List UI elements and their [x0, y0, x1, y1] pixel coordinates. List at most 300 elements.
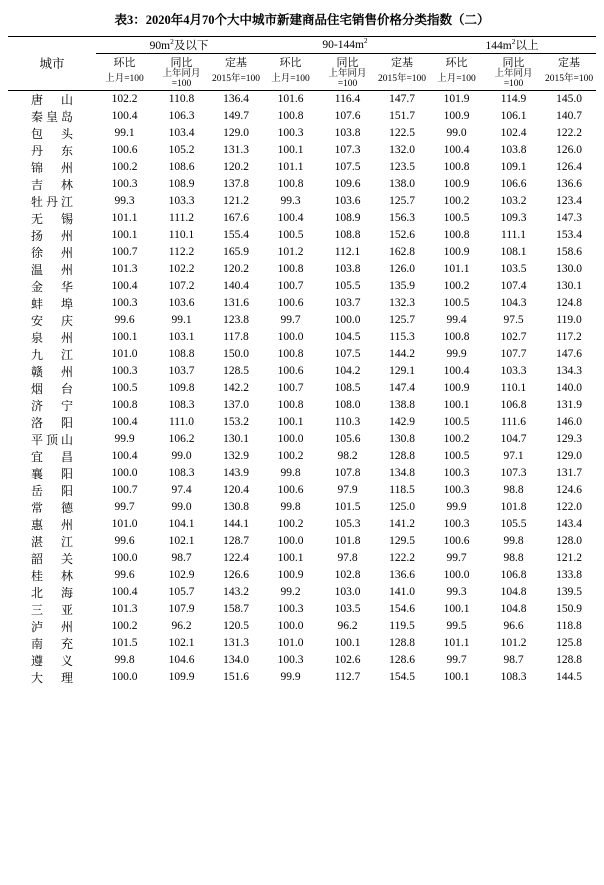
- row-value: 125.7: [389, 195, 415, 208]
- row-value: 151.7: [389, 110, 415, 123]
- row-value: 100.1: [277, 416, 304, 429]
- table-row: [8, 346, 596, 363]
- row-value: 110.1: [500, 382, 527, 395]
- row-value: 132.9: [223, 450, 249, 463]
- row-value: 122.0: [556, 501, 582, 514]
- row-value: 99.7: [446, 654, 467, 667]
- row-value: 99.7: [446, 552, 467, 565]
- row-value: 167.6: [223, 212, 249, 225]
- row-value: 143.2: [223, 586, 249, 599]
- row-value: 125.7: [389, 314, 415, 327]
- row-value: 126.0: [556, 144, 582, 157]
- header-base-g1-c2: 上年同月=100: [153, 70, 210, 90]
- row-value: 100.8: [277, 263, 304, 276]
- row-value: 104.7: [500, 433, 527, 446]
- row-value: 100.8: [443, 331, 470, 344]
- row-city: 金 华: [30, 279, 76, 294]
- row-value: 99.8: [280, 501, 301, 514]
- row-value: 100.1: [443, 671, 470, 684]
- table-row: [8, 210, 596, 227]
- row-city: 湛 江: [30, 534, 76, 549]
- row-value: 109.3: [500, 212, 527, 225]
- row-value: 98.7: [171, 552, 192, 565]
- header-sub-g1-c1: 环比: [113, 57, 136, 69]
- row-value: 144.1: [223, 518, 249, 531]
- row-value: 104.2: [334, 365, 361, 378]
- row-value: 99.9: [280, 671, 301, 684]
- row-value: 142.9: [389, 416, 415, 429]
- row-value: 107.3: [500, 467, 527, 480]
- row-value: 121.2: [223, 195, 249, 208]
- row-value: 165.9: [223, 246, 249, 259]
- row-value: 133.8: [556, 569, 582, 582]
- row-value: 111.2: [168, 212, 195, 225]
- table-row: [8, 142, 596, 159]
- row-value: 100.7: [111, 246, 138, 259]
- row-value: 100.2: [443, 280, 470, 293]
- row-value: 101.3: [111, 263, 138, 276]
- row-value: 100.9: [277, 569, 304, 582]
- header-row-base: [8, 70, 596, 90]
- row-value: 150.9: [556, 603, 582, 616]
- row-value: 100.3: [277, 127, 304, 140]
- row-value: 99.0: [446, 127, 467, 140]
- row-value: 162.8: [389, 246, 415, 259]
- row-value: 100.2: [111, 620, 138, 633]
- row-value: 132.3: [389, 297, 415, 310]
- row-value: 97.5: [503, 314, 524, 327]
- row-value: 120.2: [223, 161, 249, 174]
- row-value: 128.0: [556, 535, 582, 548]
- row-value: 112.7: [334, 671, 361, 684]
- row-city: 济 宁: [30, 398, 76, 413]
- table-body: [8, 90, 596, 686]
- row-city: 无 锡: [30, 211, 76, 226]
- header-group-3-label: $144m^2$以上: [485, 37, 539, 52]
- row-value: 106.2: [168, 433, 195, 446]
- header-base-g2-c2: 上年同月=100: [319, 70, 376, 90]
- table-row: [8, 669, 596, 686]
- row-value: 102.4: [500, 127, 527, 140]
- row-value: 129.1: [389, 365, 415, 378]
- row-value: 100.3: [277, 603, 304, 616]
- row-city: 九 江: [30, 347, 76, 362]
- table-row: [8, 227, 596, 244]
- row-value: 99.3: [446, 586, 467, 599]
- row-value: 100.7: [111, 484, 138, 497]
- row-value: 123.4: [556, 195, 582, 208]
- row-value: 141.2: [389, 518, 415, 531]
- row-city: 锦 州: [30, 160, 76, 175]
- row-value: 123.8: [223, 314, 249, 327]
- row-value: 130.1: [223, 433, 249, 446]
- row-value: 103.6: [334, 195, 361, 208]
- row-value: 131.3: [223, 144, 249, 157]
- row-value: 100.3: [277, 654, 304, 667]
- row-value: 96.2: [337, 620, 358, 633]
- row-value: 102.2: [111, 93, 138, 106]
- row-value: 100.0: [277, 620, 304, 633]
- table-row: [8, 90, 596, 108]
- row-value: 131.3: [223, 637, 249, 650]
- row-value: 100.4: [111, 586, 138, 599]
- row-value: 97.9: [337, 484, 358, 497]
- row-value: 100.5: [443, 297, 470, 310]
- row-value: 156.3: [389, 212, 415, 225]
- row-value: 126.6: [223, 569, 249, 582]
- row-value: 120.5: [223, 620, 249, 633]
- row-value: 104.8: [500, 586, 527, 599]
- row-value: 107.7: [500, 348, 527, 361]
- row-value: 109.6: [334, 178, 361, 191]
- row-value: 107.5: [334, 348, 361, 361]
- table-row: [8, 312, 596, 329]
- header-base-g1-c3: 2015年=100: [210, 70, 262, 90]
- row-city: 秦皇岛: [30, 109, 76, 124]
- row-value: 103.3: [168, 195, 195, 208]
- header-group-2: [262, 37, 428, 54]
- header-sub-g3-c2: 同比: [502, 57, 525, 69]
- price-index-table: [8, 36, 596, 686]
- table-row: [8, 108, 596, 125]
- row-value: 105.5: [334, 280, 361, 293]
- row-value: 105.7: [168, 586, 195, 599]
- row-value: 114.9: [500, 93, 527, 106]
- row-value: 131.9: [556, 399, 582, 412]
- row-value: 128.5: [223, 365, 249, 378]
- row-value: 100.4: [277, 212, 304, 225]
- row-value: 147.4: [389, 382, 415, 395]
- row-value: 153.2: [223, 416, 249, 429]
- row-value: 99.9: [114, 433, 135, 446]
- row-value: 100.9: [443, 382, 470, 395]
- header-row-groups: [8, 37, 596, 54]
- header-group-1: [96, 37, 262, 54]
- row-value: 102.1: [168, 535, 195, 548]
- row-value: 102.6: [334, 654, 361, 667]
- row-value: 108.8: [168, 348, 195, 361]
- row-city: 遵 义: [30, 653, 76, 668]
- header-sub-g3-c3: 定基: [558, 57, 581, 69]
- row-value: 120.4: [223, 484, 249, 497]
- row-value: 99.3: [114, 195, 135, 208]
- row-value: 100.6: [111, 144, 138, 157]
- row-value: 100.8: [277, 178, 304, 191]
- row-value: 103.4: [168, 127, 195, 140]
- table-title: 表3：2020年4月70个大中城市新建商品住宅销售价格分类指数（二）: [114, 13, 490, 27]
- row-value: 99.6: [114, 314, 135, 327]
- row-value: 103.5: [500, 263, 527, 276]
- table-row: [8, 159, 596, 176]
- row-value: 100.8: [443, 229, 470, 242]
- row-value: 116.4: [334, 93, 361, 106]
- row-value: 100.8: [277, 348, 304, 361]
- row-value: 99.0: [171, 450, 192, 463]
- row-value: 106.6: [500, 178, 527, 191]
- row-value: 100.1: [443, 603, 470, 616]
- row-city: 唐 山: [30, 92, 76, 107]
- header-city: 城市: [8, 37, 96, 91]
- row-city: 平顶山: [30, 432, 76, 447]
- row-value: 118.5: [389, 484, 415, 497]
- table-row: [8, 244, 596, 261]
- row-value: 136.6: [389, 569, 415, 582]
- row-value: 105.6: [334, 433, 361, 446]
- table-row: [8, 125, 596, 142]
- row-value: 99.9: [446, 501, 467, 514]
- row-value: 100.6: [443, 535, 470, 548]
- header-base-g1-c1: 上月=100: [96, 70, 153, 90]
- row-value: 100.5: [443, 212, 470, 225]
- table-row: [8, 635, 596, 652]
- row-value: 120.2: [223, 263, 249, 276]
- row-value: 108.1: [500, 246, 527, 259]
- row-value: 122.4: [223, 552, 249, 565]
- row-value: 100.1: [443, 399, 470, 412]
- row-city: 襄 阳: [30, 466, 76, 481]
- row-value: 100.2: [277, 518, 304, 531]
- row-value: 103.7: [334, 297, 361, 310]
- header-sub-g2-c2: 同比: [336, 57, 359, 69]
- row-value: 100.4: [443, 144, 470, 157]
- row-value: 108.3: [168, 467, 195, 480]
- header-sub-g3-c1: 环比: [445, 57, 468, 69]
- row-value: 105.3: [334, 518, 361, 531]
- row-value: 102.8: [334, 569, 361, 582]
- row-value: 97.1: [503, 450, 524, 463]
- table-row: [8, 176, 596, 193]
- row-value: 115.3: [389, 331, 415, 344]
- row-value: 100.8: [111, 399, 138, 412]
- row-value: 100.6: [277, 365, 304, 378]
- row-value: 107.9: [168, 603, 195, 616]
- row-value: 98.7: [503, 654, 524, 667]
- row-value: 108.6: [168, 161, 195, 174]
- row-value: 145.0: [556, 93, 582, 106]
- row-value: 119.5: [389, 620, 415, 633]
- row-value: 137.8: [223, 178, 249, 191]
- table-row: [8, 414, 596, 431]
- row-value: 96.2: [171, 620, 192, 633]
- row-value: 98.8: [503, 552, 524, 565]
- row-value: 97.4: [171, 484, 192, 497]
- row-value: 99.6: [114, 535, 135, 548]
- table-row: [8, 652, 596, 669]
- row-value: 103.1: [168, 331, 195, 344]
- row-value: 126.0: [389, 263, 415, 276]
- row-value: 99.0: [171, 501, 192, 514]
- row-value: 101.0: [111, 348, 138, 361]
- row-value: 101.1: [443, 637, 470, 650]
- row-value: 103.2: [500, 195, 527, 208]
- row-value: 144.5: [556, 671, 582, 684]
- row-value: 100.3: [443, 484, 470, 497]
- table-row: [8, 601, 596, 618]
- row-value: 101.5: [334, 501, 361, 514]
- row-value: 125.8: [556, 637, 582, 650]
- table-row: [8, 380, 596, 397]
- row-value: 100.2: [443, 195, 470, 208]
- row-value: 125.0: [389, 501, 415, 514]
- table-row: [8, 329, 596, 346]
- row-value: 150.0: [223, 348, 249, 361]
- row-value: 103.6: [168, 297, 195, 310]
- row-value: 134.0: [223, 654, 249, 667]
- table-row: [8, 499, 596, 516]
- row-value: 101.5: [111, 637, 138, 650]
- row-value: 158.6: [556, 246, 582, 259]
- row-value: 128.8: [389, 450, 415, 463]
- table-row: [8, 363, 596, 380]
- header-base-g2-c1: 上月=100: [262, 70, 319, 90]
- header-sub-g1-c3: 定基: [225, 57, 247, 69]
- row-value: 135.9: [389, 280, 415, 293]
- row-value: 102.1: [168, 637, 195, 650]
- table-row: [8, 397, 596, 414]
- row-value: 108.9: [168, 178, 195, 191]
- row-value: 108.3: [168, 399, 195, 412]
- row-value: 100.5: [111, 382, 138, 395]
- row-value: 106.3: [168, 110, 195, 123]
- row-value: 138.0: [389, 178, 415, 191]
- row-value: 110.1: [168, 229, 195, 242]
- row-value: 158.7: [223, 603, 249, 616]
- row-value: 100.5: [277, 229, 304, 242]
- row-value: 100.0: [277, 433, 304, 446]
- table-row: [8, 431, 596, 448]
- table-row: [8, 295, 596, 312]
- row-value: 140.7: [556, 110, 582, 123]
- row-value: 109.8: [168, 382, 195, 395]
- row-city: 包 头: [30, 126, 76, 141]
- row-city: 蚌 埠: [30, 296, 76, 311]
- row-value: 96.6: [503, 620, 524, 633]
- row-value: 101.3: [111, 603, 138, 616]
- row-value: 103.8: [334, 127, 361, 140]
- row-value: 129.3: [556, 433, 582, 446]
- row-value: 131.6: [223, 297, 249, 310]
- row-city: 三 亚: [30, 602, 76, 617]
- row-value: 105.5: [500, 518, 527, 531]
- row-city: 丹 东: [30, 143, 76, 158]
- row-value: 107.4: [500, 280, 527, 293]
- table-row: [8, 567, 596, 584]
- row-value: 130.8: [223, 501, 249, 514]
- row-value: 111.0: [168, 416, 195, 429]
- row-value: 100.0: [334, 314, 361, 327]
- header-sub-g2-c1: 环比: [279, 57, 302, 69]
- row-value: 100.3: [443, 518, 470, 531]
- header-row-sub: [8, 54, 596, 71]
- row-value: 124.8: [556, 297, 582, 310]
- row-value: 105.2: [168, 144, 195, 157]
- row-value: 129.0: [556, 450, 582, 463]
- row-city: 宜 昌: [30, 449, 76, 464]
- row-value: 100.6: [277, 484, 304, 497]
- row-value: 100.6: [277, 297, 304, 310]
- row-city: 岳 阳: [30, 483, 76, 498]
- row-value: 100.2: [277, 450, 304, 463]
- row-value: 101.1: [277, 161, 304, 174]
- table-row: [8, 584, 596, 601]
- row-value: 130.1: [556, 280, 582, 293]
- row-city: 泉 州: [30, 330, 76, 345]
- header-sub-g1-c2: 同比: [170, 57, 193, 69]
- row-value: 111.1: [501, 229, 527, 242]
- row-value: 99.1: [171, 314, 192, 327]
- row-value: 142.2: [223, 382, 249, 395]
- row-value: 97.8: [337, 552, 358, 565]
- row-value: 100.1: [277, 552, 304, 565]
- row-city: 南 充: [30, 636, 76, 651]
- row-value: 101.0: [277, 637, 304, 650]
- row-value: 99.1: [114, 127, 135, 140]
- row-value: 122.2: [389, 552, 415, 565]
- row-value: 117.8: [223, 331, 249, 344]
- row-city: 北 海: [30, 585, 76, 600]
- row-value: 139.5: [556, 586, 582, 599]
- row-value: 100.4: [111, 280, 138, 293]
- row-value: 101.0: [111, 518, 138, 531]
- row-value: 99.8: [503, 535, 524, 548]
- row-value: 100.0: [277, 535, 304, 548]
- header-base-g2-c3: 2015年=100: [376, 70, 428, 90]
- row-city: 徐 州: [30, 245, 76, 260]
- row-city: 韶 关: [30, 551, 76, 566]
- row-value: 110.3: [334, 416, 361, 429]
- row-value: 118.8: [556, 620, 582, 633]
- row-value: 146.0: [556, 416, 582, 429]
- row-value: 107.3: [334, 144, 361, 157]
- row-value: 100.4: [111, 110, 138, 123]
- row-value: 104.8: [500, 603, 527, 616]
- row-city: 牡丹江: [30, 194, 76, 209]
- row-value: 101.1: [111, 212, 138, 225]
- row-value: 100.0: [111, 467, 138, 480]
- row-value: 100.1: [111, 229, 138, 242]
- row-value: 101.2: [500, 637, 527, 650]
- row-value: 107.6: [334, 110, 361, 123]
- table-row: [8, 533, 596, 550]
- row-value: 147.6: [556, 348, 582, 361]
- row-value: 106.1: [500, 110, 527, 123]
- row-value: 100.7: [277, 382, 304, 395]
- row-value: 103.5: [334, 603, 361, 616]
- table-row: [8, 193, 596, 210]
- table-row: [8, 448, 596, 465]
- row-value: 143.9: [223, 467, 249, 480]
- row-value: 152.6: [389, 229, 415, 242]
- row-value: 100.8: [443, 161, 470, 174]
- row-value: 101.8: [334, 535, 361, 548]
- header-group-2-label: $90-144m^2$: [322, 36, 368, 51]
- row-value: 100.3: [443, 467, 470, 480]
- row-value: 100.1: [111, 331, 138, 344]
- row-city: 扬 州: [30, 228, 76, 243]
- row-value: 100.8: [277, 399, 304, 412]
- row-value: 100.1: [277, 144, 304, 157]
- row-value: 107.5: [334, 161, 361, 174]
- row-value: 99.6: [114, 569, 135, 582]
- row-value: 100.0: [277, 331, 304, 344]
- row-value: 100.5: [443, 450, 470, 463]
- header-sub-g2-c3: 定基: [391, 57, 414, 69]
- row-value: 99.3: [280, 195, 301, 208]
- row-value: 122.5: [389, 127, 415, 140]
- row-value: 103.8: [334, 263, 361, 276]
- row-value: 108.0: [334, 399, 361, 412]
- row-value: 99.9: [446, 348, 467, 361]
